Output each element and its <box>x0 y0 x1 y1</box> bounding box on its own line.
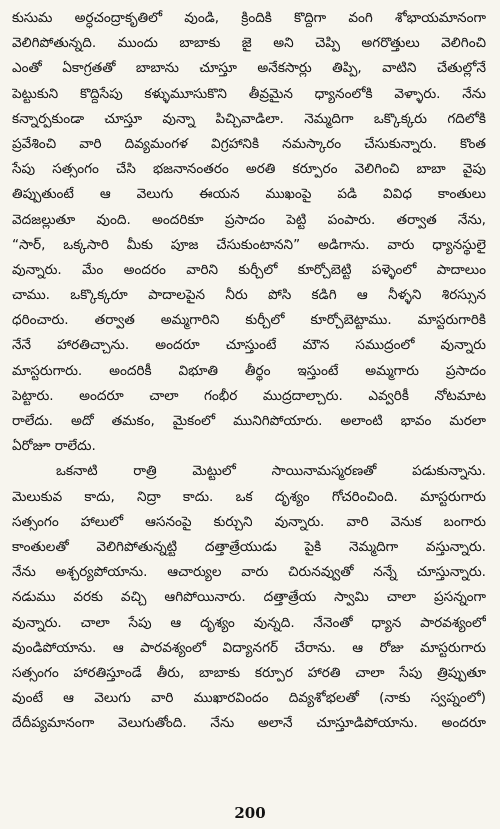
text-line: చాము. ఒక్కొక్కరూ పాదాలపైన నీరు పోసి కడిగి ఆ నీళ్ళని శిరస్సున <box>12 287 486 304</box>
text-line: దేదీప్యమానంగా వెలుగుతోంది. నేను అలానే చూస్తూడిపోయాను. అందరూ <box>12 715 486 732</box>
text-line: కుసుమ అర్ధచంద్రాకృతిలో వుండి, క్రిందికి కొద్దిగా వంగి శోభాయమానంగా <box>12 10 486 26</box>
text-line: వెదజల్లుతూ వుంది. అందరికూ ప్రసాదం పెట్టి పంపారు. తర్వాత నేను, <box>12 211 486 228</box>
text-line: ఏరోజూ రాలేదు. <box>12 438 96 455</box>
text-line: కన్నార్పకుండా చూస్తూ వున్నా పిచ్చివాడిలా. నెమ్మదిగా ఒక్కొక్కరు గదిలోకి <box>12 110 486 127</box>
text-line: “సార్, ఒక్కసారి మీకు పూజ చేసుకుంటానని” అడిగాను. వారు ధ్యానస్థులై <box>12 236 486 253</box>
text-line: నడుము వరకు వచ్చి ఆగిపోయినారు. దత్తాత్రేయ స్వామి చాలా ప్రసన్నంగా <box>12 589 486 606</box>
text-line: తిప్పుతుంటే ఆ వెలుగు ఈయన ముఖంపై పడి వివిధ కాంతులు <box>12 186 486 203</box>
paragraph-1 <box>12 6 486 459</box>
text-line: కాంతులతో వెలిగిపోతున్నట్టి దత్తాత్రేయుడు పైకి నెమ్మదిగా వస్తున్నారు. <box>12 538 486 555</box>
text-line: ప్రవేశించి వారి దివ్యమంగళ విగ్రహానికి నమస్కారం చేసుకున్నారు. కొంత <box>12 135 486 152</box>
text-line: వుంటే ఆ వెలుగు వారి ముఖారవిందం దివ్యశోభలతో (నాకు స్వప్నంలో) <box>12 690 486 707</box>
text-line: మెలుకువ కాదు, నిద్రా కాదు. ఒక దృశ్యం గోచరించింది. మాస్టరుగారు <box>12 488 486 505</box>
text-line: పెట్టారు. అందరూ చాలా గంభీర ముద్రదాల్చారు. ఎవ్వరికీ నోటమాట <box>12 387 486 404</box>
text-line: ఒకనాటి రాత్రి మెట్టులో సాయినామస్మరణతో పడుకున్నాను. <box>56 463 486 480</box>
text-line: వెలిగిపోతున్నది. ముందు బాబాకు జై అని చెప్పి అగరొత్తులు వెలిగించి <box>12 35 486 52</box>
text-line: నేను అశ్చర్యపోయాను. ఆచార్యుల వారు చిరునవ్వుతో నన్నే చూస్తున్నారు. <box>12 564 486 581</box>
text-line: నేనే హారతిచ్చాను. అందరూ చూస్తుంటే మౌన సముద్రంలో వున్నారు <box>12 337 486 354</box>
text-line: సత్సంగం హాలులో ఆసనంపై కుర్చుని వున్నారు. వారి వెనుక బంగారు <box>12 513 486 530</box>
text-line: సేపు సత్సంగం చేసి భజనానంతరం అరతి కర్పూరం వెలిగించి బాబా వైపు <box>12 161 486 178</box>
text-line: వున్నారు. చాలా సేపు ఆ దృశ్యం వున్నది. నేనెంతో ధ్యాన పారవశ్యంలో <box>12 614 486 631</box>
text-line: వున్నారు. మేం అందరం వారిని కుర్చీలో కూర్చోబెట్టి పళ్ళెంలో పాదాలుం <box>12 261 486 278</box>
text-line: ఎంతో ఏకాగ్రతతో బాబాను చూస్తూ అనేకసార్లు తిప్పి, వాటిని చేతుల్లోనే <box>12 60 486 77</box>
text-line: మాస్టరుగారు. అందరికీ విభూతి తీర్థం ఇస్తుంటే అమ్మగారు ప్రసాదం <box>12 362 486 379</box>
text-line: రాలేదు. అదో తమకం, మైకంలో మునిగిపోయారు. అలాంటి భావం మరలా <box>12 413 486 429</box>
text-line: సత్సంగం హారతిస్తూండే తీరు, బాబాకు కర్పూర హారతి చాలా సేపు త్రిప్పుతూ <box>12 664 486 681</box>
page-number: 200 <box>234 804 266 822</box>
text-line: ధరించారు. తర్వాత అమ్మగారిని కుర్చీలో కూర్చోబెట్టాము. మాస్టరుగారికి <box>12 312 486 329</box>
text-line: వుండిపోయాను. ఆ పారవశ్యంలో విద్యానగర్ చేరాను. ఆ రోజు మాస్టరుగారు <box>12 639 486 656</box>
text-line: పెట్టుకుని కొద్దిసేపు కళ్ళుమూసుకొని తీవ్రమైన ధ్యానంలోకి వెళ్ళారు. నేను <box>12 85 486 102</box>
paragraph-2 <box>12 459 486 736</box>
